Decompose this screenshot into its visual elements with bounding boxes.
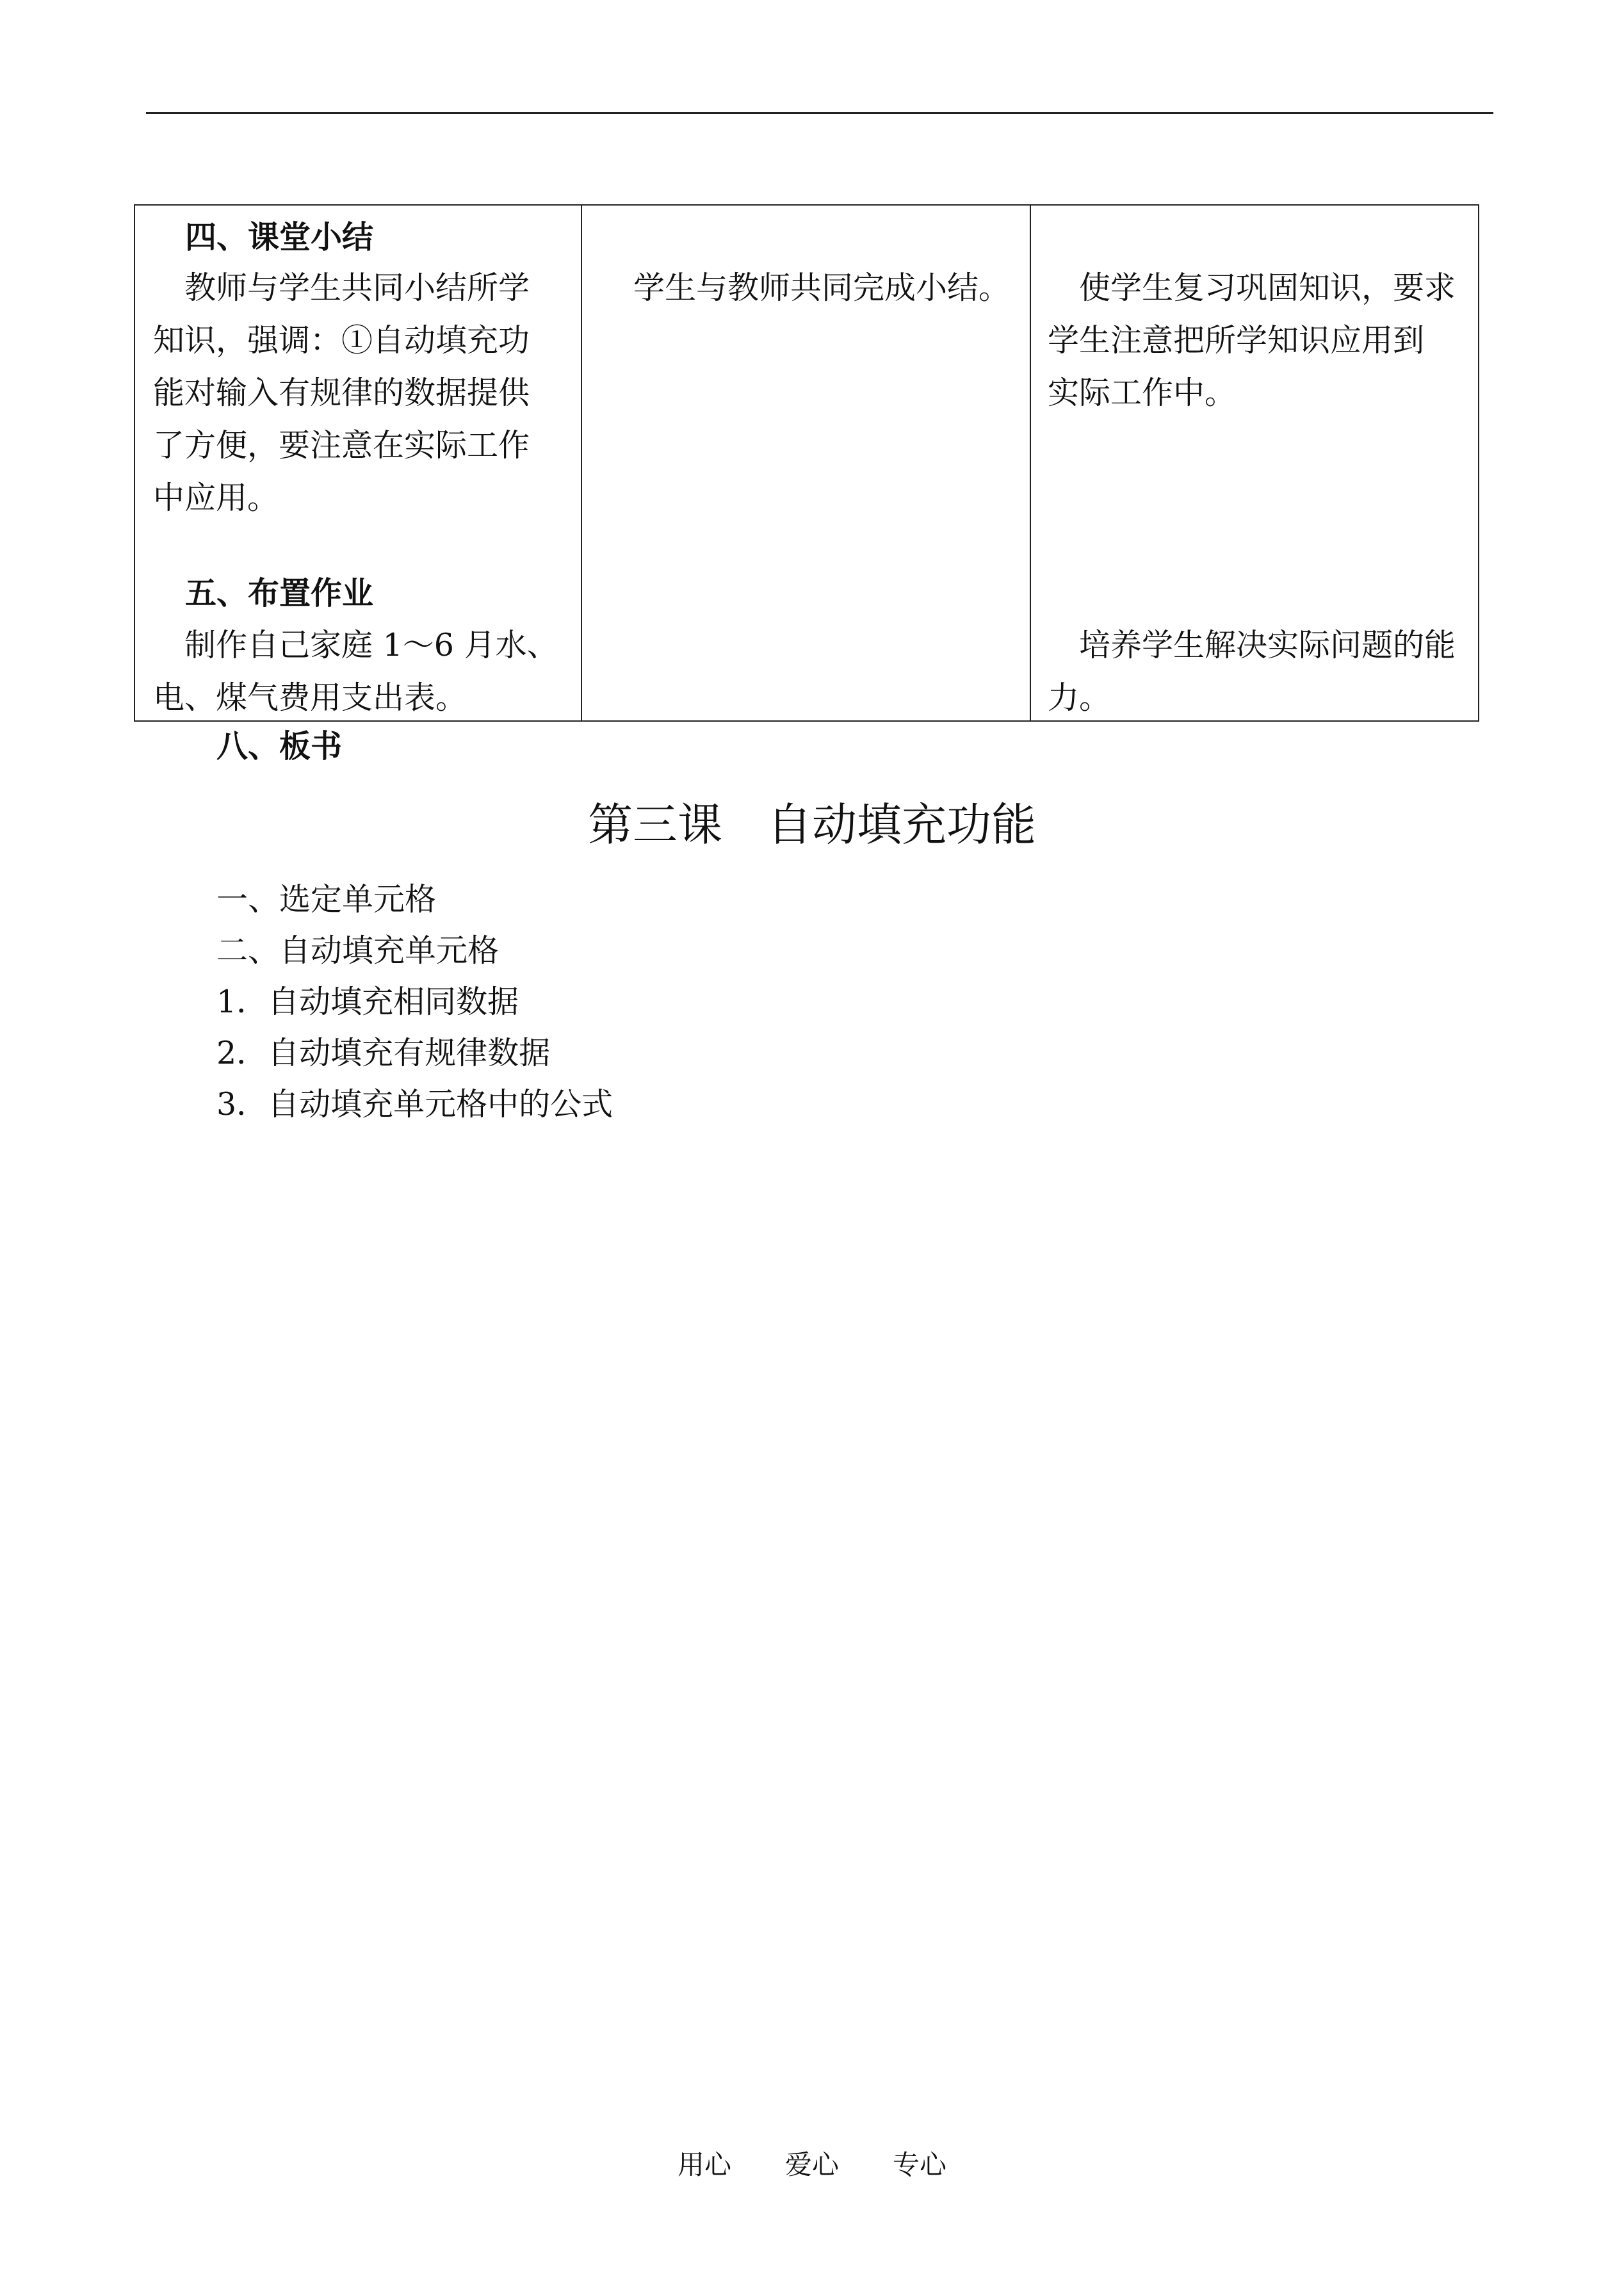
outline-item: 二、自动填充单元格	[216, 932, 499, 969]
summary-line: 中应用。	[153, 480, 279, 516]
intent-line: 学生注意把所学知识应用到	[1048, 322, 1425, 359]
summary-line: 能对输入有规律的数据提供	[153, 375, 530, 411]
summary-line: 知识，强调：①自动填充功	[153, 322, 530, 359]
footer-motto: 用心 爱心 专心	[677, 2149, 946, 2180]
summary-heading: 四、课堂小结	[185, 218, 374, 255]
outline-item: 3．自动填充单元格中的公式	[216, 1086, 613, 1123]
header-rule	[146, 112, 1493, 114]
outline-item: 一、选定单元格	[216, 881, 437, 918]
outline-item: 2．自动填充有规律数据	[216, 1035, 551, 1071]
teacher-activity-cell	[134, 205, 581, 721]
student-activity-cell	[581, 205, 1030, 721]
lesson-table	[134, 204, 1479, 722]
homework-heading: 五、布置作业	[185, 574, 374, 612]
blackboard-section-label: 八、板书	[216, 727, 343, 765]
student-activity-text: 学生与教师共同完成小结。	[633, 270, 1011, 306]
blackboard-title: 第三课 自动填充功能	[588, 799, 1036, 851]
table-row	[134, 205, 1479, 721]
homework-line: 电、煤气费用支出表。	[153, 679, 467, 716]
homework-line: 制作自己家庭 1～6 月水、	[153, 627, 558, 663]
intent-line: 实际工作中。	[1048, 375, 1237, 411]
outline-item: 1．自动填充相同数据	[216, 984, 519, 1020]
summary-line: 教师与学生共同小结所学	[153, 270, 530, 306]
intent-line: 力。	[1048, 679, 1111, 716]
design-intent-cell	[1030, 205, 1479, 721]
summary-line: 了方便，要注意在实际工作	[153, 427, 530, 464]
intent-line: 培养学生解决实际问题的能	[1048, 627, 1456, 663]
intent-line: 使学生复习巩固知识，要求	[1048, 270, 1456, 306]
